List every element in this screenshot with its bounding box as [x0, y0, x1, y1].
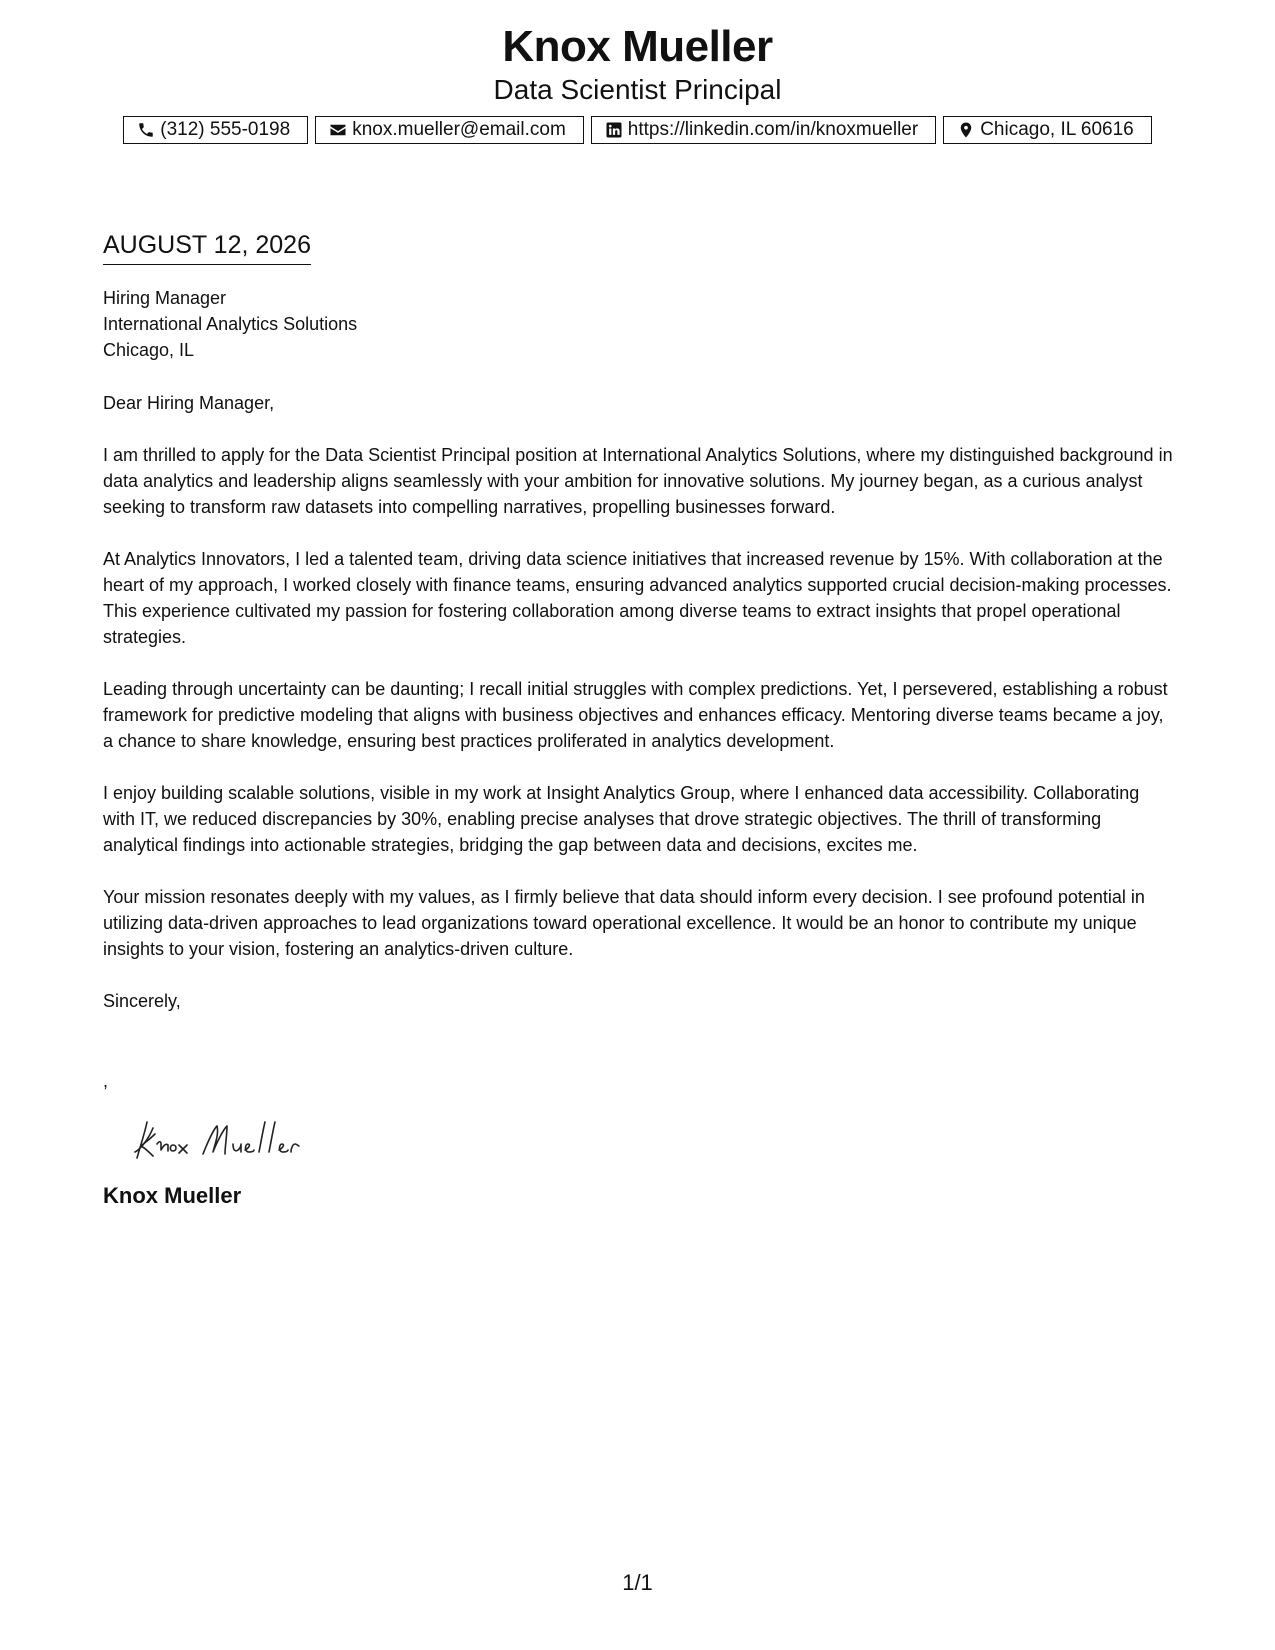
page-number: 1/1	[622, 1570, 653, 1595]
signature-comma: ,	[103, 1071, 109, 1091]
contact-location-text: Chicago, IL 60616	[980, 119, 1134, 140]
body-paragraph: I enjoy building scalable solutions, visible in my work at Insight Analytics Group, where I enhanced data accessibility. Collaborating with IT, we reduced discrepancies by 30%, enabling precise analyses that drove strategic objectives. The thrill of transforming analytical findings into actionable strategies, bridging the gap between data and decisions, excites me.	[103, 783, 1140, 855]
letter-body	[103, 228, 1175, 1210]
linkedin-icon	[605, 121, 623, 139]
letter-header	[0, 20, 1275, 144]
contact-email	[315, 116, 584, 144]
contact-email-text: knox.mueller@email.com	[352, 119, 566, 140]
contact-linkedin	[591, 116, 936, 144]
job-title: Data Scientist Principal	[493, 74, 782, 105]
contact-location	[943, 116, 1152, 144]
recipient-line: Hiring Manager	[103, 288, 227, 308]
signer-name: Knox Mueller	[103, 1183, 242, 1208]
recipient-line: International Analytics Solutions	[103, 314, 358, 334]
salutation: Dear Hiring Manager,	[103, 393, 275, 413]
map-marker-icon	[957, 121, 975, 139]
contact-bar	[0, 116, 1275, 144]
envelope-icon	[329, 121, 347, 139]
closing: Sincerely,	[103, 991, 181, 1011]
handwritten-signature	[121, 1114, 351, 1170]
body-paragraph: At Analytics Innovators, I led a talented team, driving data science initiatives that increased revenue by 15%. With collaboration at the heart of my approach, I worked closely with finance teams, ensuring advanced analytics supported crucial decision-making processes. This experience cultivated my passion for fostering collaboration among diverse teams to extract insights that propel operational strategies.	[103, 549, 1172, 647]
recipient-block	[103, 285, 1175, 363]
body-paragraph: I am thrilled to apply for the Data Scientist Principal position at International Analytics Solutions, where my distinguished background in data analytics and leadership aligns seamlessly with your ambition for innovative solutions. My journey began, as a curious analyst seeking to transform raw datasets into compelling narratives, propelling businesses forward.	[103, 445, 1173, 517]
contact-linkedin-text: https://linkedin.com/in/knoxmueller	[627, 119, 919, 140]
contact-phone-text: (312) 555-0198	[160, 119, 291, 140]
letter-date: AUGUST 12, 2026	[103, 228, 311, 265]
body-paragraph: Leading through uncertainty can be daunting; I recall initial struggles with complex predictions. Yet, I persevered, establishing a robust framework for predictive modeling that aligns with business objectives and enhances efficacy. Mentoring diverse teams became a joy, a chance to share knowledge, ensuring best practices proliferated in analytics development.	[103, 679, 1168, 751]
contact-phone	[123, 116, 308, 144]
body-paragraph: Your mission resonates deeply with my values, as I firmly believe that data should inform every decision. I see profound potential in utilizing data-driven approaches to lead organizations toward operational excellence. It would be an honor to contribute my unique insights to your vision, fostering an analytics-driven culture.	[103, 887, 1145, 959]
phone-icon	[137, 121, 155, 139]
applicant-name: Knox Mueller	[502, 22, 773, 71]
recipient-line: Chicago, IL	[103, 340, 195, 360]
